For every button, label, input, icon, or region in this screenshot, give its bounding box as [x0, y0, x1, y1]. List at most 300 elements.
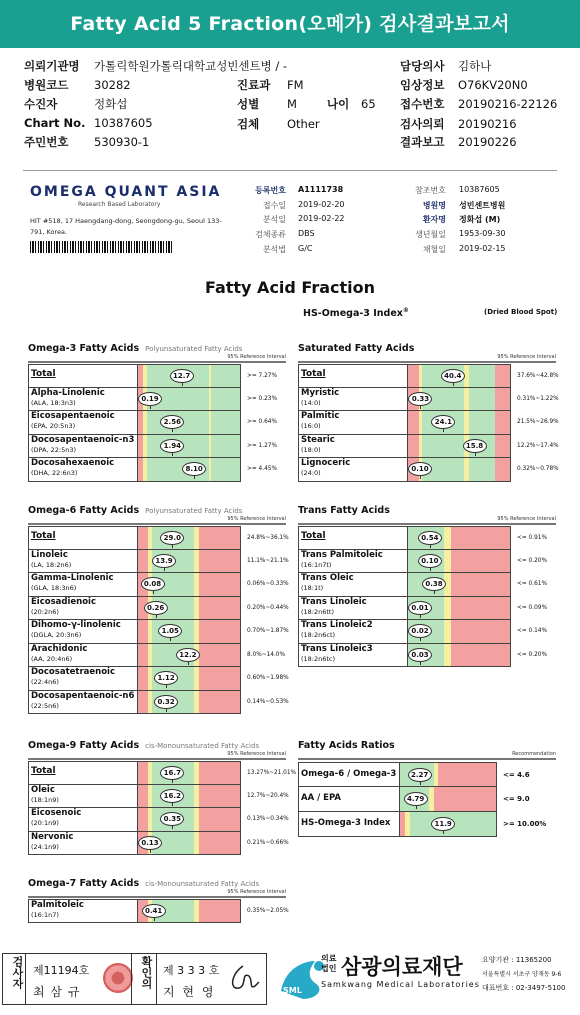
lab-field-value: A1111738	[298, 185, 344, 194]
result-bar	[407, 573, 511, 596]
analyte-code: (22:4n6)	[31, 678, 59, 686]
reference-range: 0.35%~2.05%	[247, 907, 289, 914]
sample-type: (Dried Blood Spot)	[484, 308, 558, 316]
result-bar	[137, 365, 241, 387]
section-rule	[298, 361, 556, 363]
reference-range: >= 0.23%	[247, 395, 277, 402]
result-value-marker: 12.7	[170, 369, 194, 383]
analyte-name	[301, 769, 396, 780]
result-value-marker: 0.33	[408, 392, 432, 406]
analyte-label: Alpha-Linolenic	[31, 387, 105, 398]
result-value-marker: 0.08	[141, 577, 165, 591]
section-title-text: Omega-9 Fatty Acids	[28, 740, 140, 751]
analyte-code: (18:2n6ct)	[301, 631, 336, 639]
lab-field-value: 2019-02-15	[459, 244, 506, 253]
result-bar	[407, 620, 511, 643]
analyte-code: (20:1n9)	[31, 819, 59, 827]
range-band	[138, 527, 148, 549]
analyte-name	[301, 818, 390, 829]
reference-range: 0.60%~1.98%	[247, 675, 289, 682]
result-bar	[137, 900, 241, 922]
result-value-marker: 0.10	[408, 462, 432, 476]
analyte-code: (18:0)	[301, 445, 321, 454]
analyte-name	[31, 620, 121, 640]
range-band	[444, 644, 451, 667]
result-value-marker: 0.32	[154, 695, 178, 709]
result-bar	[137, 458, 241, 481]
result-value-marker: 0.02	[408, 624, 432, 638]
range-band	[138, 762, 148, 784]
result-value-marker: 1.12	[154, 671, 178, 685]
range-band	[469, 458, 495, 481]
reference-range: <= 4.6	[503, 770, 530, 779]
reference-interval-label: 95% Reference Interval	[497, 516, 556, 522]
range-band	[199, 900, 240, 922]
result-bar	[137, 762, 241, 784]
report-title: Fatty Acid 5 Fraction(오메가) 검사결과보고서	[0, 0, 580, 48]
reference-range: <= 0.09%	[517, 604, 547, 611]
result-value-marker: 2.27	[408, 768, 432, 782]
analyte-label: AA / EPA	[301, 793, 342, 803]
result-row	[28, 573, 289, 597]
analyte-code: (GLA, 18:3n6)	[31, 584, 77, 592]
reference-range: <= 0.20%	[517, 651, 547, 658]
lab-logo: OMEGA QUANT ASIA	[30, 184, 222, 200]
field-value: FM	[287, 78, 304, 92]
hs-omega3-index-label: HS-Omega-3 Index®	[303, 307, 409, 320]
analyte-label: Oleic	[31, 784, 55, 795]
analyte-name	[301, 388, 339, 408]
barcode	[30, 241, 174, 253]
lab-field-label: 생년월일	[415, 230, 446, 239]
reference-range: 12.2%~17.4%	[517, 442, 559, 449]
analyte-label: Docosahexaenoic	[31, 458, 115, 468]
analyte-name	[301, 411, 339, 431]
analyte-label: Total	[31, 531, 56, 541]
section-rule	[28, 758, 286, 760]
signature-icon	[225, 962, 261, 996]
analyte-code: (22:5n6)	[31, 701, 59, 710]
reference-range: <= 9.0	[503, 795, 530, 803]
analyte-label: Dihomo-γ-linolenic	[31, 620, 121, 630]
result-row	[298, 643, 547, 668]
analyte-code: (18:1t)	[301, 584, 324, 592]
analyte-code: (16:1n7)	[31, 911, 59, 919]
result-bar	[137, 573, 241, 596]
analyte-label: Omega-6 / Omega-3	[301, 769, 397, 779]
patient-field	[237, 96, 297, 112]
result-value-marker: 1.94	[160, 439, 184, 453]
result-bar	[407, 411, 511, 434]
result-value-marker: 12.2	[176, 648, 200, 662]
seal-icon	[103, 963, 133, 993]
result-value-marker: 4.79	[404, 792, 428, 806]
patient-field	[237, 116, 320, 132]
analyte-label: Trans Palmitoleic	[301, 549, 383, 560]
reference-interval-label: 95% Reference Interval	[227, 751, 286, 757]
analyte-code: (14:0)	[301, 398, 321, 407]
range-band	[422, 435, 464, 458]
field-label: 성별	[237, 97, 260, 111]
result-row	[298, 596, 547, 621]
patient-field	[400, 116, 517, 132]
range-band	[199, 644, 240, 667]
inspector-license: 제11194호	[33, 964, 90, 977]
reference-interval-label: 95% Reference Interval	[227, 516, 286, 522]
analyte-name	[31, 785, 59, 805]
analyte-name	[31, 458, 114, 478]
range-band	[138, 550, 148, 573]
lab-field-label: 접수일	[262, 201, 286, 210]
result-row	[28, 458, 277, 482]
reference-range: 13.27%~21.01%	[247, 769, 297, 776]
analyte-name	[301, 369, 326, 380]
section-rule	[298, 758, 556, 760]
org-prefix: 의료법인	[321, 954, 337, 973]
patient-field	[237, 77, 304, 93]
reference-range: >= 7.27%	[247, 372, 277, 379]
analyte-label: Lignoceric	[301, 458, 351, 468]
result-value-marker: 0.13	[138, 836, 162, 850]
result-row	[28, 411, 277, 435]
field-value: 20190216	[458, 117, 517, 131]
result-row	[28, 596, 289, 621]
result-row	[28, 434, 277, 459]
result-row	[298, 526, 547, 550]
result-bar	[137, 411, 241, 434]
result-value-marker: 0.41	[142, 904, 166, 918]
lab-field-value: 2019-02-20	[298, 200, 345, 209]
field-label: 수진자	[24, 97, 58, 111]
result-row	[28, 643, 285, 668]
reference-range: >= 0.64%	[247, 419, 277, 426]
org-english: Samkwang Medical Laboratories	[321, 980, 480, 989]
range-band	[199, 667, 240, 690]
range-band	[138, 667, 148, 690]
result-bar	[407, 435, 511, 458]
range-band	[444, 550, 451, 573]
analyte-code: (AA, 20:4n6)	[31, 654, 73, 663]
analyte-name	[31, 644, 87, 664]
analyte-code: (18:2n6tt)	[301, 607, 335, 616]
range-band	[138, 620, 148, 643]
fraction-title: Fatty Acid Fraction	[204, 278, 376, 297]
reference-range: 12.7%~20.4%	[247, 792, 289, 799]
range-band	[199, 762, 240, 784]
range-band	[138, 691, 148, 714]
reference-range: >= 4.45%	[247, 466, 277, 473]
field-value: 김하나	[458, 59, 492, 73]
analyte-name	[31, 808, 81, 828]
range-band	[211, 411, 240, 434]
analyte-code: (18:2n6tc)	[301, 654, 336, 663]
reference-range: 0.13%~0.34%	[247, 816, 289, 823]
section-subtitle: Polyunsaturated Fatty Acids	[145, 345, 243, 353]
field-value: 30282	[94, 78, 131, 92]
analyte-label: Docosapentaenoic-n3	[31, 434, 135, 445]
patient-field	[400, 58, 491, 74]
patient-field	[24, 77, 131, 93]
result-bar	[137, 435, 241, 458]
range-band	[211, 365, 240, 387]
field-value: M	[287, 97, 297, 111]
result-row	[28, 808, 289, 832]
field-label: 검체	[237, 117, 260, 131]
analyte-label: Linoleic	[31, 549, 68, 560]
analyte-name	[31, 597, 96, 617]
range-band	[408, 435, 419, 458]
analyte-name	[31, 531, 56, 542]
analyte-name	[31, 691, 134, 711]
analyte-name	[301, 531, 326, 542]
result-value-marker: 24.1	[431, 415, 455, 429]
reference-range: 24.8%~36.1%	[247, 534, 289, 541]
field-value: 가톨릭학원가톨릭대학교성빈센트병 / -	[94, 59, 288, 73]
result-row	[28, 387, 277, 412]
range-band	[211, 388, 240, 411]
range-band	[451, 644, 510, 667]
range-band	[444, 597, 451, 620]
field-label: 접수번호	[400, 97, 445, 111]
range-band	[138, 808, 148, 831]
analyte-label: Docosatetraenoic	[31, 667, 115, 677]
range-band	[138, 644, 148, 667]
analyte-label: Myristic	[301, 387, 340, 398]
confirmer-license: 제 3 3 3 호	[163, 964, 220, 977]
reference-range: 37.6%~42.8%	[517, 372, 559, 379]
analyte-code: (ALA, 18:3n3)	[31, 398, 76, 407]
field-value: 20190216-22126	[458, 97, 558, 111]
analyte-name	[301, 644, 373, 664]
analyte-label: Trans Linoleic2	[301, 620, 373, 630]
analyte-label: Gamma-Linolenic	[31, 573, 114, 583]
section-subtitle: Polyunsaturated Fatty Acids	[145, 507, 243, 515]
range-band	[451, 597, 510, 620]
result-bar	[137, 808, 241, 831]
result-bar	[399, 787, 497, 811]
field-value: Other	[287, 117, 320, 131]
result-row	[298, 434, 559, 459]
section-rule	[28, 896, 286, 898]
signature-box	[2, 953, 267, 1005]
section-title-text: Omega-7 Fatty Acids	[28, 878, 140, 889]
analyte-code: (24:1n9)	[31, 842, 59, 851]
result-row	[28, 761, 297, 785]
result-value-marker: 15.8	[463, 439, 487, 453]
result-row	[28, 549, 289, 574]
org-address: 서울특별시 서초구 양재동 9-6	[482, 971, 562, 978]
range-band	[495, 411, 510, 434]
analyte-name	[301, 620, 373, 640]
lab-field-value: 성빈센트병원	[459, 201, 506, 210]
result-bar	[137, 388, 241, 411]
range-band	[451, 550, 510, 573]
analyte-label: Trans Oleic	[301, 573, 354, 583]
analyte-name	[301, 550, 383, 570]
section-title	[298, 740, 395, 751]
section-title-text: Omega-6 Fatty Acids	[28, 505, 140, 516]
result-row	[298, 812, 547, 837]
patient-field	[400, 77, 528, 93]
result-bar	[137, 644, 241, 667]
lab-field-label: 등록번호	[255, 186, 286, 195]
reference-range: 8.0%~14.0%	[247, 651, 285, 658]
section-title	[298, 343, 414, 354]
result-value-marker: 40.4	[441, 369, 465, 383]
reference-range: <= 0.91%	[517, 534, 547, 541]
range-band	[469, 388, 495, 411]
reference-range: >= 1.27%	[247, 442, 277, 449]
section-title-text: Trans Fatty Acids	[298, 505, 390, 516]
analyte-name	[301, 573, 354, 593]
range-band	[199, 691, 240, 714]
analyte-name	[31, 766, 56, 777]
lab-field-value: G/C	[298, 244, 313, 253]
analyte-name	[31, 550, 71, 570]
result-bar	[407, 458, 511, 481]
result-row	[28, 526, 289, 550]
result-row	[298, 549, 547, 574]
result-bar	[137, 597, 241, 620]
analyte-name	[301, 435, 335, 455]
analyte-code: (16:0)	[301, 422, 321, 430]
reference-range: 0.21%~0.66%	[247, 839, 289, 846]
result-value-marker: 0.38	[422, 577, 446, 591]
field-label: 진료과	[237, 78, 271, 92]
analyte-name	[31, 900, 84, 920]
inspector-name: 최 삼 규	[33, 985, 81, 999]
result-value-marker: 0.26	[144, 601, 168, 615]
range-band	[199, 573, 240, 596]
field-label: 결과보고	[400, 135, 445, 149]
analyte-name	[31, 369, 56, 380]
analyte-code: (DPA, 22:5n3)	[31, 445, 77, 454]
inspector-label: 검사자	[11, 956, 24, 989]
range-band	[211, 458, 240, 481]
divider	[23, 170, 557, 171]
result-value-marker: 0.54	[418, 531, 442, 545]
result-row	[298, 458, 559, 482]
section-rule	[28, 523, 286, 525]
lab-field-value: DBS	[298, 229, 315, 238]
patient-field	[24, 58, 287, 74]
result-bar	[137, 832, 241, 855]
lab-field-label: 분석법	[262, 245, 286, 254]
lab-field-label: 분석일	[262, 215, 286, 224]
result-value-marker: 0.19	[138, 392, 162, 406]
analyte-label: Nervonic	[31, 831, 74, 842]
result-row	[28, 784, 289, 809]
reference-range: 0.32%~0.78%	[517, 466, 559, 473]
result-row	[298, 364, 559, 388]
reference-interval-label: Recommendation	[512, 751, 556, 757]
analyte-name	[301, 458, 350, 478]
analyte-label: Arachidonic	[31, 643, 88, 654]
analyte-code: (LA, 18:2n6)	[31, 560, 72, 569]
result-bar	[407, 597, 511, 620]
reference-range: <= 0.20%	[517, 557, 547, 564]
result-row	[298, 620, 547, 644]
section-title	[28, 878, 259, 889]
patient-field	[24, 116, 153, 130]
lab-field-label: 환자명	[422, 215, 446, 224]
analyte-label: Total	[31, 369, 56, 379]
result-bar	[137, 620, 241, 643]
analyte-name	[301, 597, 367, 617]
analyte-label: Trans Linoleic	[301, 596, 367, 607]
lab-logo-subtitle: Research Based Laboratory	[78, 201, 161, 208]
reference-range: 21.5%~26.9%	[517, 419, 559, 426]
range-band	[451, 620, 510, 643]
lab-address: HIT #518, 17 Haengdang-dong, Seongdong-gu, Seoul 133-791, Korea.	[30, 217, 222, 236]
range-band	[438, 763, 496, 786]
analyte-label: Palmitoleic	[31, 900, 84, 910]
patient-field	[24, 96, 127, 112]
field-label: 검사의뢰	[400, 117, 445, 131]
result-value-marker: 1.05	[158, 624, 182, 638]
result-row	[298, 787, 530, 812]
confirmer-name: 지 현 영	[163, 985, 216, 999]
result-bar	[399, 763, 497, 786]
range-band	[211, 435, 240, 458]
lab-field-label: 참조번호	[415, 186, 446, 195]
result-row	[28, 899, 289, 923]
range-band	[410, 812, 434, 836]
result-bar	[137, 527, 241, 549]
section-title	[28, 343, 242, 354]
reference-range: <= 0.14%	[517, 628, 547, 635]
result-value-marker: 13.9	[152, 554, 176, 568]
analyte-name	[31, 573, 114, 593]
analyte-label: Eicosapentaenoic	[31, 411, 115, 421]
analyte-name	[31, 388, 105, 408]
range-band	[199, 620, 240, 643]
field-label: 병원코드	[24, 78, 69, 92]
analyte-label: Total	[301, 531, 326, 541]
field-label: 주민번호	[24, 135, 69, 149]
range-band	[408, 411, 419, 434]
result-bar	[137, 550, 241, 573]
range-band	[138, 785, 148, 808]
range-band	[469, 411, 495, 434]
analyte-label: Eicosadienoic	[31, 596, 96, 607]
analyte-label: Trans Linoleic3	[301, 643, 373, 654]
range-band	[408, 365, 419, 387]
field-label: 담당의사	[400, 59, 445, 73]
range-band	[434, 787, 496, 811]
analyte-code: (DGLA, 20:3n6)	[31, 631, 82, 639]
range-band	[444, 620, 451, 643]
section-title	[28, 505, 242, 516]
result-row	[28, 667, 289, 691]
section-title-text: Omega-3 Fatty Acids	[28, 343, 140, 354]
result-value-marker: 0.10	[418, 554, 442, 568]
analyte-name	[31, 411, 115, 431]
range-band	[199, 808, 240, 831]
result-value-marker: 0.03	[408, 648, 432, 662]
range-band	[495, 435, 510, 458]
result-row	[28, 364, 277, 388]
result-bar	[137, 785, 241, 808]
field-value: 정화섭	[94, 97, 128, 111]
range-band	[495, 365, 510, 387]
range-band	[444, 527, 451, 549]
range-band	[469, 365, 495, 387]
result-bar	[407, 527, 511, 549]
result-row	[28, 690, 289, 715]
reference-range: 0.14%~0.53%	[247, 698, 289, 705]
analyte-label: HS-Omega-3 Index	[301, 818, 391, 828]
